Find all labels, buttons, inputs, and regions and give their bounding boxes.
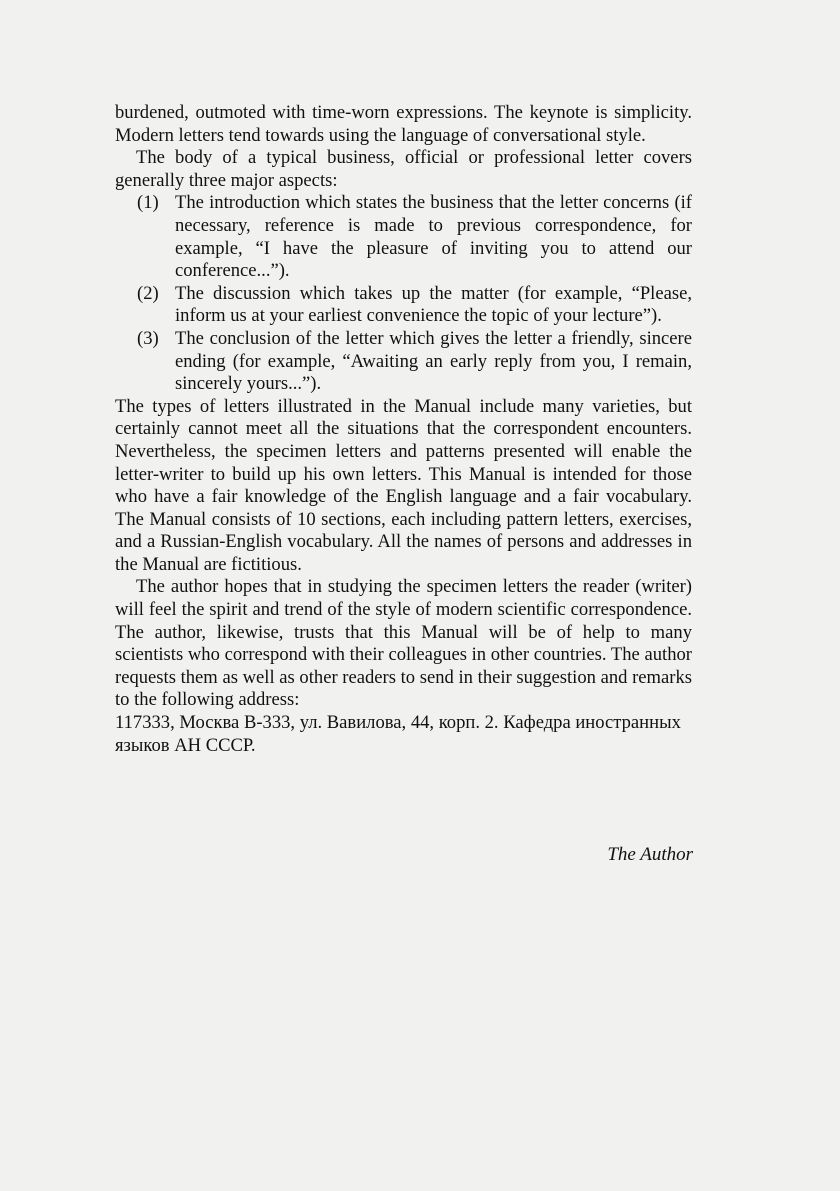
address-line: 117333, Москва В-333, ул. Вавилова, 44, корп. 2. Кафедра иностранных языков АН СССР.	[115, 712, 681, 756]
body-paragraph: The body of a typical business, official or professional letter covers generally three major aspects:	[115, 147, 692, 191]
aspect-text: The discussion which takes up the matter (for example, “Please, inform us at your earliest convenience the topic of your lecture”).	[175, 282, 692, 327]
aspect-text: The conclusion of the letter which gives the letter a friendly, sincere ending (for example, “Awaiting an early reply from you, I remain, sincerely yours...”).	[175, 327, 692, 395]
author-signature: The Author	[607, 844, 693, 865]
aspect-item-conclusion	[115, 328, 692, 396]
types-paragraph: The types of letters illustrated in the Manual include many varieties, but certainly cannot meet all the situations that the correspondent encounters. Nevertheless, the specimen letters and patterns presented will enable the letter-writer to build up his own letters. This Manual is intended for those who have a fair knowledge of the English language and a fair vocabulary. The Manual consists of 10 sections, each including pattern letters, exercises, and a Russian-English vocabulary. All the names of persons and addresses in the Manual are fictitious.	[115, 395, 692, 575]
aspect-number: (2)	[137, 282, 159, 304]
document-body	[115, 102, 692, 757]
aspect-number: (3)	[137, 327, 159, 349]
aspect-item-introduction	[115, 192, 692, 282]
aspect-item-discussion	[115, 283, 692, 328]
hopes-paragraph: The author hopes that in studying the specimen letters the reader (writer) will feel the spirit and trend of the style of modern scientific correspondence. The author, likewise, trusts that this Manual will be of help to many scientists who correspond with their colleagues in other countries. The author requests them as well as other readers to send in their suggestion and remarks to the following address:	[115, 576, 692, 711]
aspects-list	[115, 192, 692, 395]
intro-paragraph: burdened, outmoted with time-worn expressions. The keynote is simplicity. Modern letters tend towards using the language of conversational style.	[115, 102, 692, 146]
aspect-number: (1)	[137, 192, 159, 214]
aspect-text: The introduction which states the business that the letter concerns (if necessary, reference is made to previous correspondence, for example, “I have the pleasure of inviting you to attend our conference...”).	[175, 192, 692, 282]
